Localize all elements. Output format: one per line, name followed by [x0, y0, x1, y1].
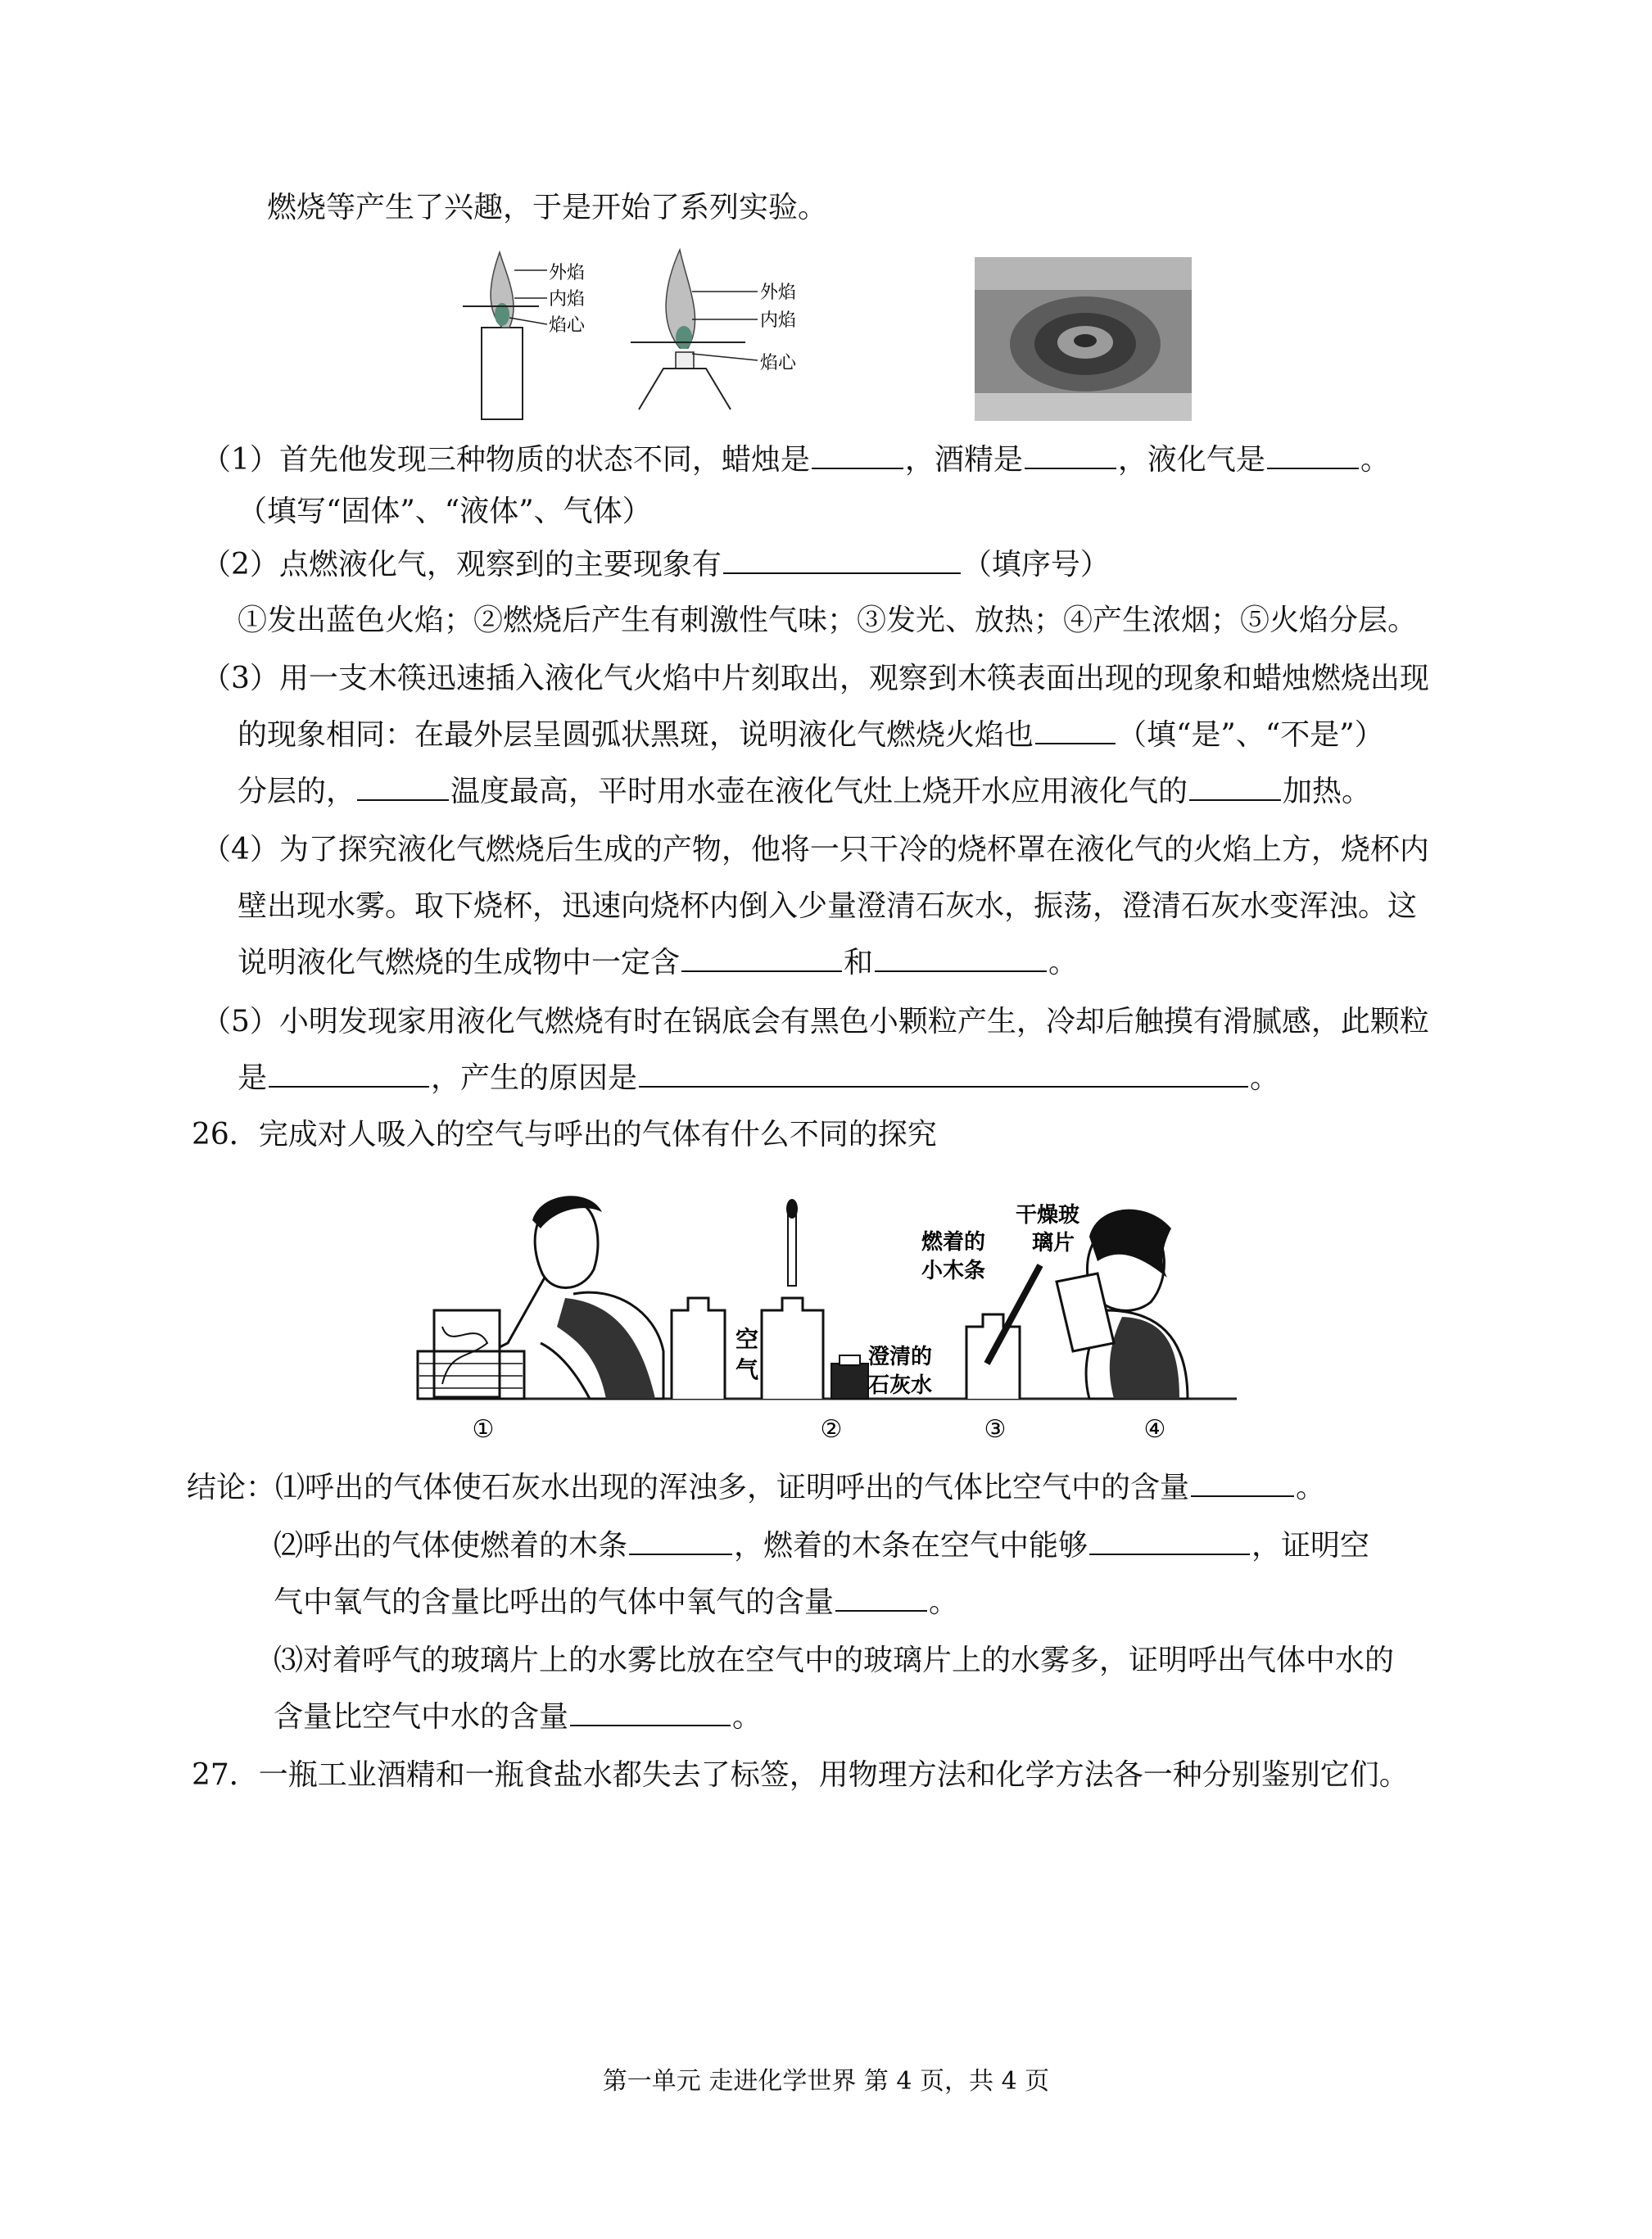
q4-product1-blank[interactable] [681, 946, 842, 972]
q5-line1: （5）小明发现家用液化气燃烧有时在锅底会有黑色小颗粒产生，冷却后触摸有滑腻感，此颗粒 [201, 1005, 1429, 1038]
lamp-label-outer: 外焰 [760, 283, 797, 303]
fig-number-1: ① [472, 1415, 495, 1444]
q26-conclusion-3: ⑶对着呼气的玻璃片上的水雾比放在空气中的玻璃片上的水雾多，证明呼出气体中水的 [274, 1644, 1395, 1677]
person-with-glass [1016, 1203, 1188, 1399]
q4-product2-blank[interactable] [875, 946, 1047, 972]
fig-number-4: ④ [1143, 1415, 1166, 1444]
fig-number-2: ② [820, 1415, 843, 1444]
c2-stick-blank[interactable] [629, 1529, 732, 1555]
air-label-2: 气 [735, 1356, 759, 1383]
q3-line2: 的现象相同：在最外层呈圆弧状黑斑，说明液化气燃烧火焰也 （填“是”、“不是”） [238, 718, 1384, 752]
air-bottle [672, 1298, 758, 1399]
limewater-bottle [831, 1345, 932, 1399]
q27: 27．一瓶工业酒精和一瓶食盐水都失去了标签，用物理方法和化学方法各一种分别鉴别它们。 [192, 1758, 1409, 1792]
q3-line3: 分层的， 温度最高，平时用水壶在液化气灶上烧开水应用液化气的 加热。 [238, 775, 1372, 808]
q2-options: ①发出蓝色火焰；②燃烧后产生有刺激性气味；③发光、放热；④产生浓烟；⑤火焰分层。 [238, 604, 1418, 637]
q4-line1: （4）为了探究液化气燃烧后生成的产物，他将一只干冷的烧杯罩在液化气的火焰上方，烧杯内 [201, 833, 1429, 866]
q1-candle-blank[interactable] [812, 443, 903, 469]
page-footer: 第一单元 走进化学世界 第 4 页，共 4 页 [602, 2067, 1050, 2096]
q3-heat-blank[interactable] [1189, 775, 1281, 801]
q1-alcohol-blank[interactable] [1025, 443, 1116, 469]
q26-conclusion-3b: 含量比空气中水的含量 。 [274, 1700, 763, 1734]
q3-line1: （3）用一支木筷迅速插入液化气火焰中片刻取出，观察到木筷表面出现的现象和蜡烛燃烧出现 [201, 662, 1429, 695]
c2-air-blank[interactable] [1089, 1529, 1250, 1555]
candle-label-outer: 外焰 [549, 263, 586, 283]
q2-blank[interactable] [723, 548, 961, 574]
flame-figure [442, 246, 1212, 426]
q3-layered-blank[interactable] [1035, 718, 1116, 744]
limewater-label-2: 石灰水 [868, 1373, 933, 1398]
q1-lpg-blank[interactable] [1267, 443, 1359, 469]
q26-conclusion-2: ⑵呼出的气体使燃着的木条 ，燃着的木条在空气中能够 ，证明空 [274, 1529, 1370, 1563]
q26-conclusion-2b: 气中氧气的含量比呼出的气体中氧气的含量 。 [274, 1585, 959, 1619]
candle-diagram [463, 252, 586, 419]
q26-conclusion-1: 结论：⑴呼出的气体使石灰水出现的浑浊多，证明呼出的气体比空气中的含量 。 [187, 1471, 1326, 1504]
alcohol-lamp-diagram [631, 250, 797, 409]
stick-label-1: 燃着的 [921, 1230, 986, 1255]
q1-line2: （填写“固体”、“液体”、气体） [238, 495, 652, 528]
candle-label-core: 焰心 [549, 315, 586, 336]
glass-label-2: 璃片 [1032, 1231, 1075, 1255]
q5-line2: 是 ，产生的原因是 。 [238, 1061, 1280, 1095]
burning-stick-bottle [921, 1229, 1040, 1399]
c2-oxygen-blank[interactable] [835, 1585, 927, 1612]
q4-line3: 说明液化气燃烧的生成物中一定含 和 。 [238, 946, 1079, 979]
candle-label-inner: 内焰 [549, 289, 586, 310]
lamp-label-core: 焰心 [760, 353, 797, 373]
stick-label-2: 小木条 [921, 1259, 986, 1283]
dropper-bottle [762, 1199, 823, 1399]
person-blowing-into-tube [418, 1196, 663, 1399]
q2-line1: （2）点燃液化气，观察到的主要现象有 （填序号） [201, 548, 1110, 581]
lamp-label-inner: 内焰 [760, 310, 797, 331]
air-label-1: 空 [735, 1326, 759, 1353]
q26-title: 26．完成对人吸入的空气与呼出的气体有什么不同的探究 [192, 1118, 937, 1151]
intro-line: 燃烧等产生了兴趣，于是开始了系列实验。 [267, 191, 828, 224]
fig-number-3: ③ [984, 1415, 1007, 1444]
c3-water-blank[interactable] [570, 1700, 731, 1726]
breath-experiment-figure [410, 1187, 1245, 1458]
limewater-label-1: 澄清的 [868, 1345, 933, 1369]
q5-reason-blank[interactable] [639, 1061, 1248, 1088]
q4-line2: 壁出现水雾。取下烧杯，迅速向烧杯内倒入少量澄清石灰水，振荡，澄清石灰水变浑浊。这 [238, 889, 1418, 923]
q3-hottest-blank[interactable] [357, 775, 449, 801]
q1-line1: （1）首先他发现三种物质的状态不同，蜡烛是 ，酒精是 ，液化气是 。 [201, 443, 1390, 477]
q5-particle-blank[interactable] [269, 1061, 429, 1088]
glass-label-1: 干燥玻 [1016, 1203, 1080, 1228]
gas-stove-photo [975, 257, 1192, 421]
c1-blank[interactable] [1191, 1471, 1294, 1497]
